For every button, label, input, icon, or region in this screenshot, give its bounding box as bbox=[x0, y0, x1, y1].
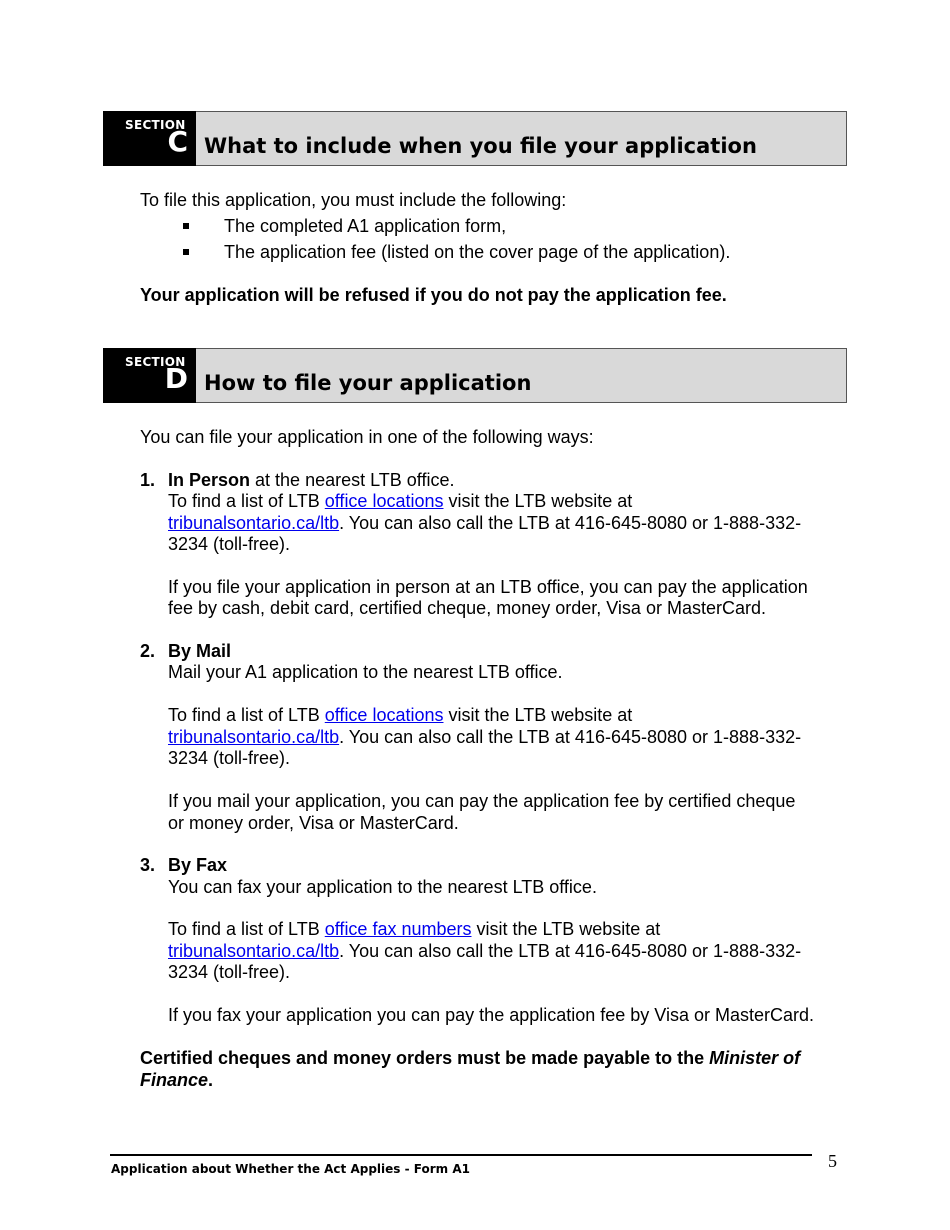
find-text: To find a list of LTB bbox=[168, 705, 325, 725]
method-heading-bold: In Person bbox=[168, 470, 251, 490]
payable-period: . bbox=[208, 1070, 214, 1090]
find-text: To find a list of LTB bbox=[168, 491, 325, 511]
website-call-line bbox=[168, 513, 801, 534]
bullet-item-fee: The application fee (listed on the cover page of the application). bbox=[224, 242, 731, 262]
section-d-letter: D bbox=[164, 362, 188, 395]
call-text: . You can also call the LTB at 416-645-8080 or 1-888-332- bbox=[339, 513, 802, 533]
office-locations-link[interactable]: office locations bbox=[324, 705, 444, 725]
ltb-website-link[interactable]: tribunalsontario.ca/ltb bbox=[168, 727, 340, 747]
office-fax-numbers-link[interactable]: office fax numbers bbox=[324, 919, 472, 939]
method-number: 3. bbox=[140, 855, 156, 875]
section-d-header bbox=[103, 348, 847, 403]
method-description: You can fax your application to the nearest LTB office. bbox=[168, 877, 597, 897]
section-d-title: How to file your application bbox=[204, 371, 532, 395]
footer-form-label: Application about Whether the Act Applies - Form A1 bbox=[111, 1162, 470, 1176]
method-number: 1. bbox=[140, 470, 156, 490]
footer-rule bbox=[110, 1154, 812, 1156]
payable-notice bbox=[140, 1048, 800, 1069]
method-number: 2. bbox=[140, 641, 156, 661]
website-call-line bbox=[168, 727, 801, 748]
toll-free-line: 3234 (toll-free). bbox=[168, 748, 291, 768]
toll-free-line: 3234 (toll-free). bbox=[168, 962, 291, 982]
section-c-intro: To file this application, you must include the following: bbox=[140, 190, 567, 210]
find-text-post: visit the LTB website at bbox=[443, 705, 633, 725]
section-d-word: SECTION bbox=[125, 355, 186, 369]
find-offices-line bbox=[168, 919, 660, 940]
find-text-post: visit the LTB website at bbox=[443, 491, 633, 511]
website-call-line bbox=[168, 941, 801, 962]
ltb-website-link[interactable]: tribunalsontario.ca/ltb bbox=[168, 513, 340, 533]
payable-text: Certified cheques and money orders must be made payable to the bbox=[140, 1048, 710, 1068]
page-number: 5 bbox=[828, 1151, 837, 1171]
find-text-post: visit the LTB website at bbox=[471, 919, 661, 939]
section-c-tag bbox=[103, 111, 196, 166]
payable-notice-cont bbox=[140, 1070, 213, 1091]
section-c-letter: C bbox=[167, 125, 188, 158]
method-heading-by-fax: By Fax bbox=[168, 855, 228, 875]
method-heading-suffix: at the nearest LTB office. bbox=[250, 470, 455, 490]
section-c-word: SECTION bbox=[125, 118, 186, 132]
find-offices-line bbox=[168, 491, 632, 512]
bullet-marker bbox=[183, 223, 189, 229]
fee-warning: Your application will be refused if you do not pay the application fee. bbox=[140, 285, 727, 305]
payment-line: If you file your application in person at an LTB office, you can pay the application bbox=[168, 577, 808, 597]
payee-name-cont: Finance bbox=[140, 1070, 209, 1090]
payee-name: Minister of bbox=[709, 1048, 801, 1068]
method-heading-by-mail: By Mail bbox=[168, 641, 232, 661]
call-text: . You can also call the LTB at 416-645-8080 or 1-888-332- bbox=[339, 727, 802, 747]
method-description: Mail your A1 application to the nearest LTB office. bbox=[168, 662, 563, 682]
find-offices-line bbox=[168, 705, 632, 726]
call-text: . You can also call the LTB at 416-645-8080 or 1-888-332- bbox=[339, 941, 802, 961]
payment-line: If you fax your application you can pay the application fee by Visa or MasterCard. bbox=[168, 1005, 815, 1025]
payment-line: If you mail your application, you can pay the application fee by certified cheque bbox=[168, 791, 796, 811]
method-heading-in-person bbox=[168, 470, 454, 491]
find-text: To find a list of LTB bbox=[168, 919, 325, 939]
section-c-title: What to include when you file your application bbox=[204, 134, 757, 158]
bullet-marker bbox=[183, 249, 189, 255]
section-c-header bbox=[103, 111, 847, 166]
payment-line: or money order, Visa or MasterCard. bbox=[168, 813, 459, 833]
payment-line: fee by cash, debit card, certified cheque, money order, Visa or MasterCard. bbox=[168, 598, 766, 618]
section-d-intro: You can file your application in one of the following ways: bbox=[140, 427, 594, 447]
toll-free-line: 3234 (toll-free). bbox=[168, 534, 291, 554]
office-locations-link[interactable]: office locations bbox=[324, 491, 444, 511]
section-d-tag bbox=[103, 348, 196, 403]
ltb-website-link[interactable]: tribunalsontario.ca/ltb bbox=[168, 941, 340, 961]
bullet-item-form: The completed A1 application form, bbox=[224, 216, 507, 236]
